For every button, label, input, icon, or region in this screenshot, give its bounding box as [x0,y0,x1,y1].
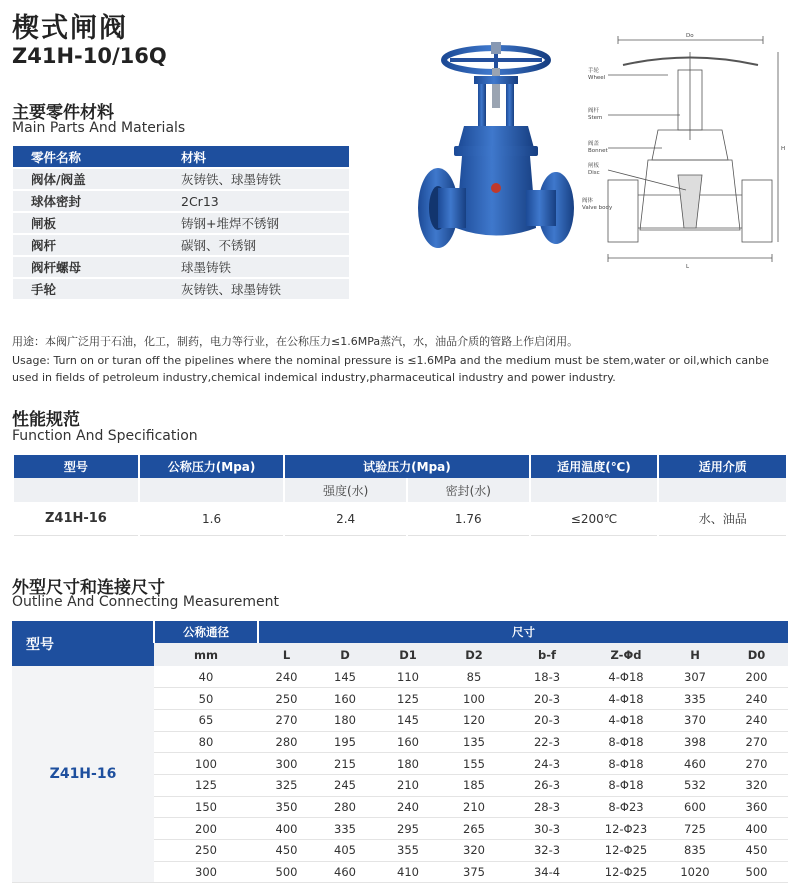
dims-cell: 398 [665,731,725,753]
valve-section-drawing [578,30,793,275]
dims-cell: 160 [315,688,375,710]
part-material: 铸钢+堆焊不锈钢 [163,213,349,233]
label-body-en: Valve body [582,205,613,211]
dims-col: b-f [507,643,587,666]
label-h: H [781,146,786,152]
dims-cell: 320 [725,774,788,796]
dims-cell: 1020 [665,861,725,883]
dims-cell: 195 [315,731,375,753]
part-name: 阀杆螺母 [13,257,163,277]
dims-cell: 200 [154,818,258,840]
dims-section-title: 外型尺寸和连接尺寸 [12,578,165,598]
dims-cell: 532 [665,774,725,796]
table-row [13,279,349,299]
table-row [13,235,349,255]
dims-cell: 50 [154,688,258,710]
dims-col: D [315,643,375,666]
part-material: 2Cr13 [163,191,349,211]
spec-pressure: 1.6 [140,502,284,536]
spec-section-subtitle: Function And Specification [12,428,198,444]
dims-cell: 460 [665,753,725,775]
dims-cell: 8-Φ18 [587,774,665,796]
dims-cell: 335 [315,818,375,840]
dims-cell: 12-Φ25 [587,840,665,862]
dims-cell: 335 [665,688,725,710]
dims-cell: 65 [154,709,258,731]
dims-cell: 405 [315,840,375,862]
label-bonnet-cn: 阀盖 [588,141,600,147]
dims-cell: 20-3 [507,688,587,710]
parts-section-subtitle: Main Parts And Materials [12,120,186,136]
dims-cell: 270 [258,709,315,731]
dims-cell: 120 [441,709,507,731]
dims-col: Z-Φd [587,643,665,666]
label-bonnet-en: Bonnet [588,148,608,154]
dims-model: Z41H-16 [12,666,154,883]
usage-en: Usage: Turn on or turan off the pipelines where the nominal pressure is ≤1.6MPa and the medium must be stem,water or oil,which canbe used in fields of petroleum industry,chemical indemical industry,pharmaceutical industry and power industry. [12,354,769,384]
spec-sub-strength: 强度(水) [285,478,406,502]
dims-cell: 375 [441,861,507,883]
dims-header-size: 尺寸 [258,621,788,643]
spec-sub-seal: 密封(水) [408,478,529,502]
gate-valve-illustration [416,38,576,270]
dims-cell: 210 [375,774,441,796]
part-material: 灰铸铁、球墨铸铁 [163,169,349,189]
dims-cell: 265 [441,818,507,840]
dims-cell: 240 [725,688,788,710]
dims-cell: 360 [725,796,788,818]
parts-header-material: 材料 [163,146,349,167]
dims-cell: 4-Φ18 [587,666,665,688]
spec-temp: ≤200℃ [531,502,658,536]
spec-header-model: 型号 [14,455,138,478]
table-row [13,257,349,277]
dims-cell: 450 [725,840,788,862]
table-row [12,666,788,688]
dims-cell: 355 [375,840,441,862]
dims-cell: 240 [725,709,788,731]
dims-cell: 500 [258,861,315,883]
dims-cell: 400 [725,818,788,840]
dims-cell: 460 [315,861,375,883]
dims-section-subtitle: Outline And Connecting Measurement [12,594,279,610]
dims-cell: 125 [154,774,258,796]
dims-table [12,621,788,883]
dims-cell: 100 [441,688,507,710]
label-body-cn: 阀体 [582,198,594,204]
spec-section-title: 性能规范 [12,410,80,430]
dims-cell: 4-Φ18 [587,688,665,710]
dims-cell: 600 [665,796,725,818]
usage-cn: 用途：本阀广泛用于石油，化工，制药，电力等行业，在公称压力≤1.6MPa蒸汽，水，油品介质的管路上作启闭用。 [12,335,579,348]
part-material: 碳钢、不锈钢 [163,235,349,255]
parts-header-name: 零件名称 [13,146,163,167]
part-name: 阀体/阀盖 [13,169,163,189]
dims-cell: 4-Φ18 [587,709,665,731]
dims-cell: 24-3 [507,753,587,775]
dims-cell: 280 [258,731,315,753]
dims-cell: 245 [315,774,375,796]
parts-table [13,144,349,301]
dims-cell: 200 [725,666,788,688]
dims-cell: 250 [258,688,315,710]
dims-cell: 250 [154,840,258,862]
dims-cell: 180 [375,753,441,775]
spec-medium: 水、油品 [659,502,786,536]
dims-cell: 725 [665,818,725,840]
dims-cell: 180 [315,709,375,731]
dims-cell: 32-3 [507,840,587,862]
dims-cell: 12-Φ23 [587,818,665,840]
product-model: Z41H-10/16Q [12,44,167,68]
dims-cell: 410 [375,861,441,883]
dims-col: H [665,643,725,666]
dims-cell: 145 [315,666,375,688]
dims-cell: 8-Φ18 [587,753,665,775]
label-l: L [686,264,690,270]
dims-cell: 8-Φ23 [587,796,665,818]
table-row [13,213,349,233]
page-title: 楔式闸阀 [12,13,128,44]
dims-cell: 18-3 [507,666,587,688]
spec-strength: 2.4 [285,502,406,536]
label-wheel-cn: 手轮 [588,68,600,74]
dims-header-model: 型号 [12,621,154,666]
dims-cell: 28-3 [507,796,587,818]
dims-cell: 34-4 [507,861,587,883]
dims-header-dn: 公称通径 [154,621,258,643]
part-name: 阀杆 [13,235,163,255]
dims-cell: 240 [258,666,315,688]
table-row [13,169,349,189]
part-name: 球体密封 [13,191,163,211]
dims-cell: 400 [258,818,315,840]
dims-cell: 300 [154,861,258,883]
spec-header-medium: 适用介质 [659,455,786,478]
dims-cell: 270 [725,731,788,753]
label-do: Do [686,33,694,39]
dims-cell: 307 [665,666,725,688]
dims-cell: 450 [258,840,315,862]
dims-col: L [258,643,315,666]
dims-cell: 295 [375,818,441,840]
dims-cell: 20-3 [507,709,587,731]
dims-cell: 500 [725,861,788,883]
dims-cell: 80 [154,731,258,753]
dims-col: mm [154,643,258,666]
dims-cell: 210 [441,796,507,818]
dims-cell: 300 [258,753,315,775]
dims-cell: 110 [375,666,441,688]
dims-col: D2 [441,643,507,666]
dims-cell: 215 [315,753,375,775]
dims-cell: 26-3 [507,774,587,796]
label-stem-cn: 阀杆 [588,108,600,114]
dims-col: D1 [375,643,441,666]
dims-cell: 135 [441,731,507,753]
dims-cell: 325 [258,774,315,796]
dims-cell: 320 [441,840,507,862]
label-disc-en: Disc [588,170,600,176]
dims-col: D0 [725,643,788,666]
part-material: 球墨铸铁 [163,257,349,277]
dims-cell: 100 [154,753,258,775]
spec-table [12,455,788,536]
spec-seal: 1.76 [408,502,529,536]
dims-cell: 30-3 [507,818,587,840]
dims-cell: 145 [375,709,441,731]
dims-cell: 160 [375,731,441,753]
table-row [13,191,349,211]
spec-header-pressure: 公称压力(Mpa) [140,455,284,478]
dims-cell: 280 [315,796,375,818]
table-row [14,502,786,536]
label-stem-en: Stem [588,115,603,121]
dims-cell: 22-3 [507,731,587,753]
dims-cell: 155 [441,753,507,775]
dims-cell: 150 [154,796,258,818]
dims-cell: 8-Φ18 [587,731,665,753]
dims-cell: 185 [441,774,507,796]
dims-cell: 240 [375,796,441,818]
spec-header-test: 试验压力(Mpa) [285,455,528,478]
dims-cell: 40 [154,666,258,688]
parts-section-title: 主要零件材料 [12,103,114,123]
dims-cell: 370 [665,709,725,731]
spec-model: Z41H-16 [14,502,138,536]
dims-cell: 270 [725,753,788,775]
dims-cell: 125 [375,688,441,710]
dims-cell: 12-Φ25 [587,861,665,883]
label-disc-cn: 闸板 [588,163,600,169]
dims-cell: 350 [258,796,315,818]
label-wheel-en: Wheel [588,75,606,81]
part-material: 灰铸铁、球墨铸铁 [163,279,349,299]
dims-cell: 835 [665,840,725,862]
part-name: 手轮 [13,279,163,299]
spec-header-temp: 适用温度(℃) [531,455,658,478]
dims-cell: 85 [441,666,507,688]
part-name: 闸板 [13,213,163,233]
